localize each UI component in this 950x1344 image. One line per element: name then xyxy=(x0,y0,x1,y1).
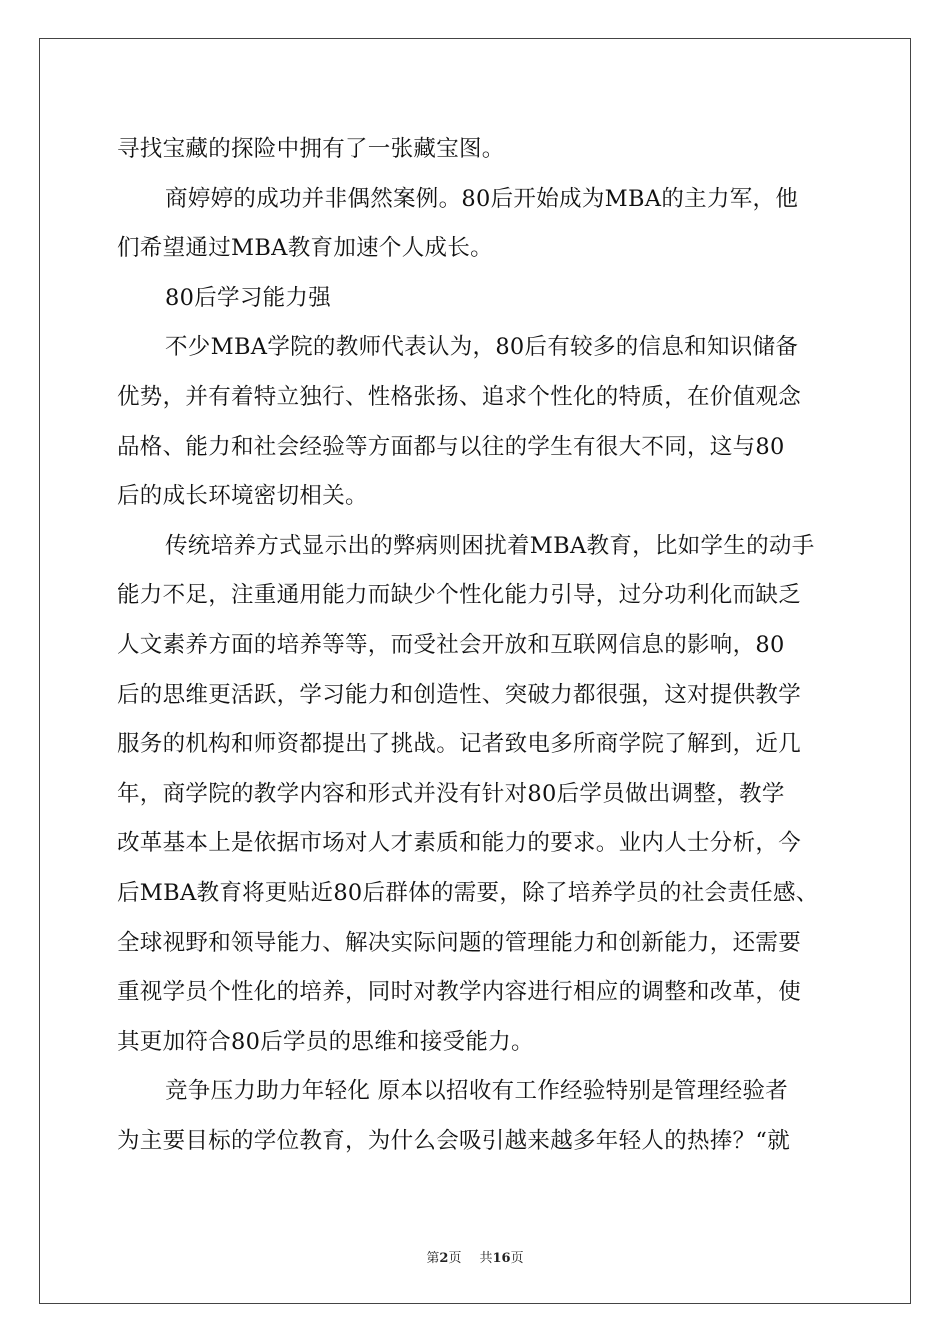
document-body xyxy=(117,125,837,1166)
text-line-6: 优势，并有着特立独行、性格张扬、追求个性化的特质，在价值观念 xyxy=(117,383,802,410)
page-footer xyxy=(0,1247,950,1266)
text-line-2: 商婷婷的成功并非偶然案例。80后开始成为MBA的主力军，他 xyxy=(165,185,799,212)
text-line-1: 寻找宝藏的探险中拥有了一张藏宝图。 xyxy=(117,136,505,162)
section-heading: 80后学习能力强 xyxy=(165,284,332,311)
text-line-3: 们希望通过MBA教育加速个人成长。 xyxy=(117,235,493,262)
text-line-11: 人文素养方面的培养等等，而受社会开放和互联网信息的影响，80 xyxy=(117,631,785,658)
text-line-17: 全球视野和领导能力、解决实际问题的管理能力和创新能力，还需要 xyxy=(117,929,802,956)
text-line-13: 服务的机构和师资都提出了挑战。记者致电多所商学院了解到，近几 xyxy=(117,731,802,758)
total-pages: 16 xyxy=(492,1251,511,1266)
text-line-21: 为主要目标的学位教育，为什么会吸引越来越多年轻人的热捧？“就 xyxy=(117,1127,791,1154)
text-line-7: 品格、能力和社会经验等方面都与以往的学生有很大不同，这与80 xyxy=(117,433,785,460)
page-suffix: 页 xyxy=(448,1251,462,1266)
text-line-9: 传统培养方式显示出的弊病则困扰着MBA教育，比如学生的动手 xyxy=(165,532,815,559)
text-line-10: 能力不足，注重通用能力而缺少个性化能力引导，过分功利化而缺乏 xyxy=(117,582,802,609)
text-line-12: 后的思维更活跃，学习能力和创造性、突破力都很强，这对提供教学 xyxy=(117,681,802,708)
total-suffix: 页 xyxy=(510,1251,524,1266)
total-prefix: 共 xyxy=(479,1251,493,1266)
text-line-5: 不少MBA学院的教师代表认为，80后有较多的信息和知识储备 xyxy=(165,334,799,361)
text-line-14: 年，商学院的教学内容和形式并没有针对80后学员做出调整，教学 xyxy=(117,780,785,807)
page-prefix: 第 xyxy=(426,1251,440,1266)
text-line-15: 改革基本上是依据市场对人才素质和能力的要求。业内人士分析，今 xyxy=(117,830,802,857)
text-line-18: 重视学员个性化的培养，同时对教学内容进行相应的调整和改革，使 xyxy=(117,979,802,1006)
text-line-20: 竞争压力助力年轻化 原本以招收有工作经验特别是管理经验者 xyxy=(165,1078,789,1105)
page-number: 2 xyxy=(439,1251,449,1266)
text-line-8: 后的成长环境密切相关。 xyxy=(117,483,368,510)
text-line-16: 后MBA教育将更贴近80后群体的需要，除了培养学员的社会责任感、 xyxy=(117,879,819,906)
text-line-19: 其更加符合80后学员的思维和接受能力。 xyxy=(117,1028,534,1055)
